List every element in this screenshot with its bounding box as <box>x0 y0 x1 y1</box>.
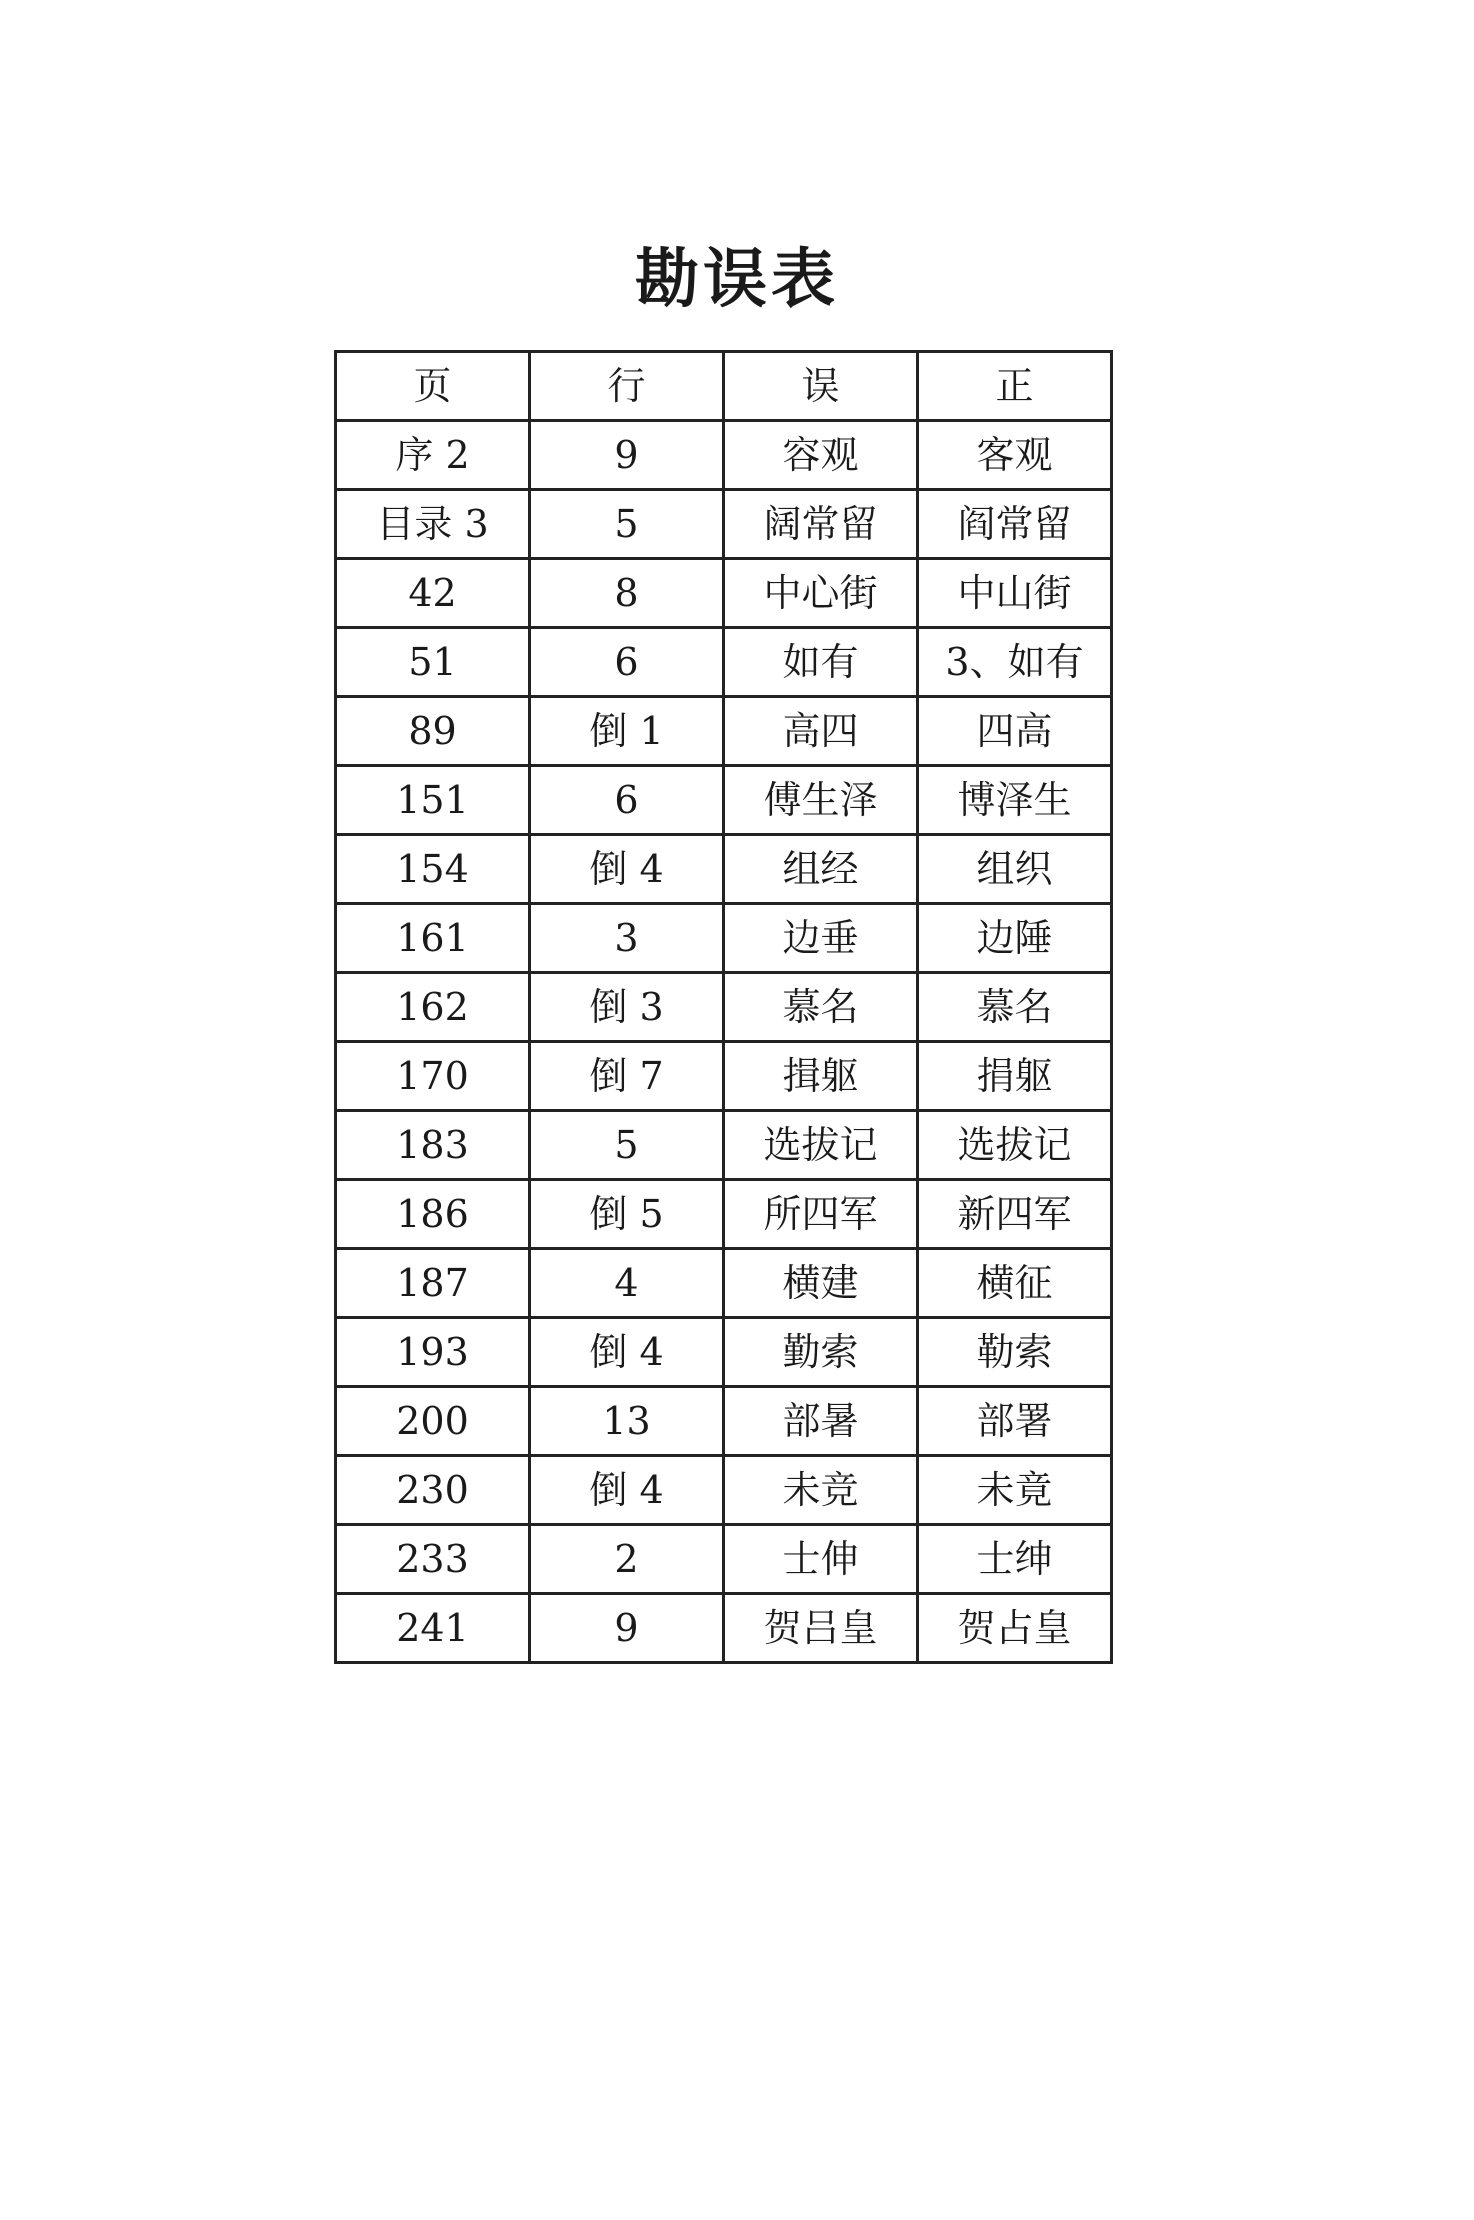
table-row <box>336 1042 1112 1111</box>
table-row <box>336 1318 1112 1387</box>
table-row <box>336 766 1112 835</box>
cell-line: 6 <box>530 628 724 697</box>
table-row <box>336 835 1112 904</box>
cell-line: 倒 4 <box>530 835 724 904</box>
cell-correction: 博泽生 <box>918 766 1112 835</box>
table-row <box>336 1387 1112 1456</box>
table-row <box>336 490 1112 559</box>
cell-correction: 边陲 <box>918 904 1112 973</box>
cell-page: 187 <box>336 1249 530 1318</box>
cell-page: 154 <box>336 835 530 904</box>
cell-page: 42 <box>336 559 530 628</box>
cell-page: 162 <box>336 973 530 1042</box>
cell-error: 傅生泽 <box>724 766 918 835</box>
cell-page: 170 <box>336 1042 530 1111</box>
cell-correction: 组织 <box>918 835 1112 904</box>
cell-correction: 中山街 <box>918 559 1112 628</box>
table-row <box>336 904 1112 973</box>
cell-line: 倒 3 <box>530 973 724 1042</box>
table-row <box>336 628 1112 697</box>
errata-table <box>334 350 1113 1664</box>
table-header-row <box>336 352 1112 421</box>
cell-correction: 3、如有 <box>918 628 1112 697</box>
table-row <box>336 1111 1112 1180</box>
cell-error: 揖躯 <box>724 1042 918 1111</box>
cell-error: 贺吕皇 <box>724 1594 918 1663</box>
page-title: 勘误表 <box>635 242 839 317</box>
cell-line: 13 <box>530 1387 724 1456</box>
header-page: 页 <box>336 352 530 421</box>
cell-error: 阔常留 <box>724 490 918 559</box>
cell-line: 3 <box>530 904 724 973</box>
cell-line: 倒 4 <box>530 1456 724 1525</box>
cell-page: 序 2 <box>336 421 530 490</box>
cell-error: 士伸 <box>724 1525 918 1594</box>
cell-line: 4 <box>530 1249 724 1318</box>
cell-error: 组经 <box>724 835 918 904</box>
header-line: 行 <box>530 352 724 421</box>
cell-error: 高四 <box>724 697 918 766</box>
table-row <box>336 1594 1112 1663</box>
cell-page: 233 <box>336 1525 530 1594</box>
cell-correction: 捐躯 <box>918 1042 1112 1111</box>
table-row <box>336 559 1112 628</box>
cell-page: 230 <box>336 1456 530 1525</box>
cell-page: 183 <box>336 1111 530 1180</box>
cell-correction: 新四军 <box>918 1180 1112 1249</box>
cell-error: 如有 <box>724 628 918 697</box>
cell-page: 89 <box>336 697 530 766</box>
table-body <box>336 421 1112 1663</box>
cell-error: 未竞 <box>724 1456 918 1525</box>
table-row <box>336 697 1112 766</box>
table-row <box>336 1456 1112 1525</box>
cell-line: 8 <box>530 559 724 628</box>
cell-correction: 客观 <box>918 421 1112 490</box>
cell-line: 5 <box>530 490 724 559</box>
cell-error: 横建 <box>724 1249 918 1318</box>
cell-correction: 选拔记 <box>918 1111 1112 1180</box>
cell-page: 241 <box>336 1594 530 1663</box>
table-row <box>336 1525 1112 1594</box>
cell-page: 目录 3 <box>336 490 530 559</box>
table-row <box>336 421 1112 490</box>
cell-correction: 阎常留 <box>918 490 1112 559</box>
cell-line: 倒 7 <box>530 1042 724 1111</box>
cell-page: 51 <box>336 628 530 697</box>
cell-line: 倒 5 <box>530 1180 724 1249</box>
cell-error: 部暑 <box>724 1387 918 1456</box>
header-error: 误 <box>724 352 918 421</box>
cell-error: 选拔记 <box>724 1111 918 1180</box>
cell-correction: 勒索 <box>918 1318 1112 1387</box>
cell-correction: 部署 <box>918 1387 1112 1456</box>
cell-line: 9 <box>530 421 724 490</box>
table-row <box>336 973 1112 1042</box>
cell-error: 慕名 <box>724 973 918 1042</box>
cell-page: 200 <box>336 1387 530 1456</box>
cell-correction: 未竟 <box>918 1456 1112 1525</box>
cell-line: 9 <box>530 1594 724 1663</box>
cell-line: 5 <box>530 1111 724 1180</box>
table-row <box>336 1249 1112 1318</box>
cell-correction: 横征 <box>918 1249 1112 1318</box>
cell-error: 中心街 <box>724 559 918 628</box>
cell-page: 193 <box>336 1318 530 1387</box>
cell-line: 6 <box>530 766 724 835</box>
cell-line: 倒 1 <box>530 697 724 766</box>
cell-page: 151 <box>336 766 530 835</box>
cell-error: 所四军 <box>724 1180 918 1249</box>
cell-line: 倒 4 <box>530 1318 724 1387</box>
cell-error: 边垂 <box>724 904 918 973</box>
cell-page: 186 <box>336 1180 530 1249</box>
cell-line: 2 <box>530 1525 724 1594</box>
cell-error: 勤索 <box>724 1318 918 1387</box>
table-row <box>336 1180 1112 1249</box>
cell-page: 161 <box>336 904 530 973</box>
cell-correction: 贺占皇 <box>918 1594 1112 1663</box>
cell-error: 容观 <box>724 421 918 490</box>
cell-correction: 士绅 <box>918 1525 1112 1594</box>
cell-correction: 慕名 <box>918 973 1112 1042</box>
header-correction: 正 <box>918 352 1112 421</box>
cell-correction: 四高 <box>918 697 1112 766</box>
